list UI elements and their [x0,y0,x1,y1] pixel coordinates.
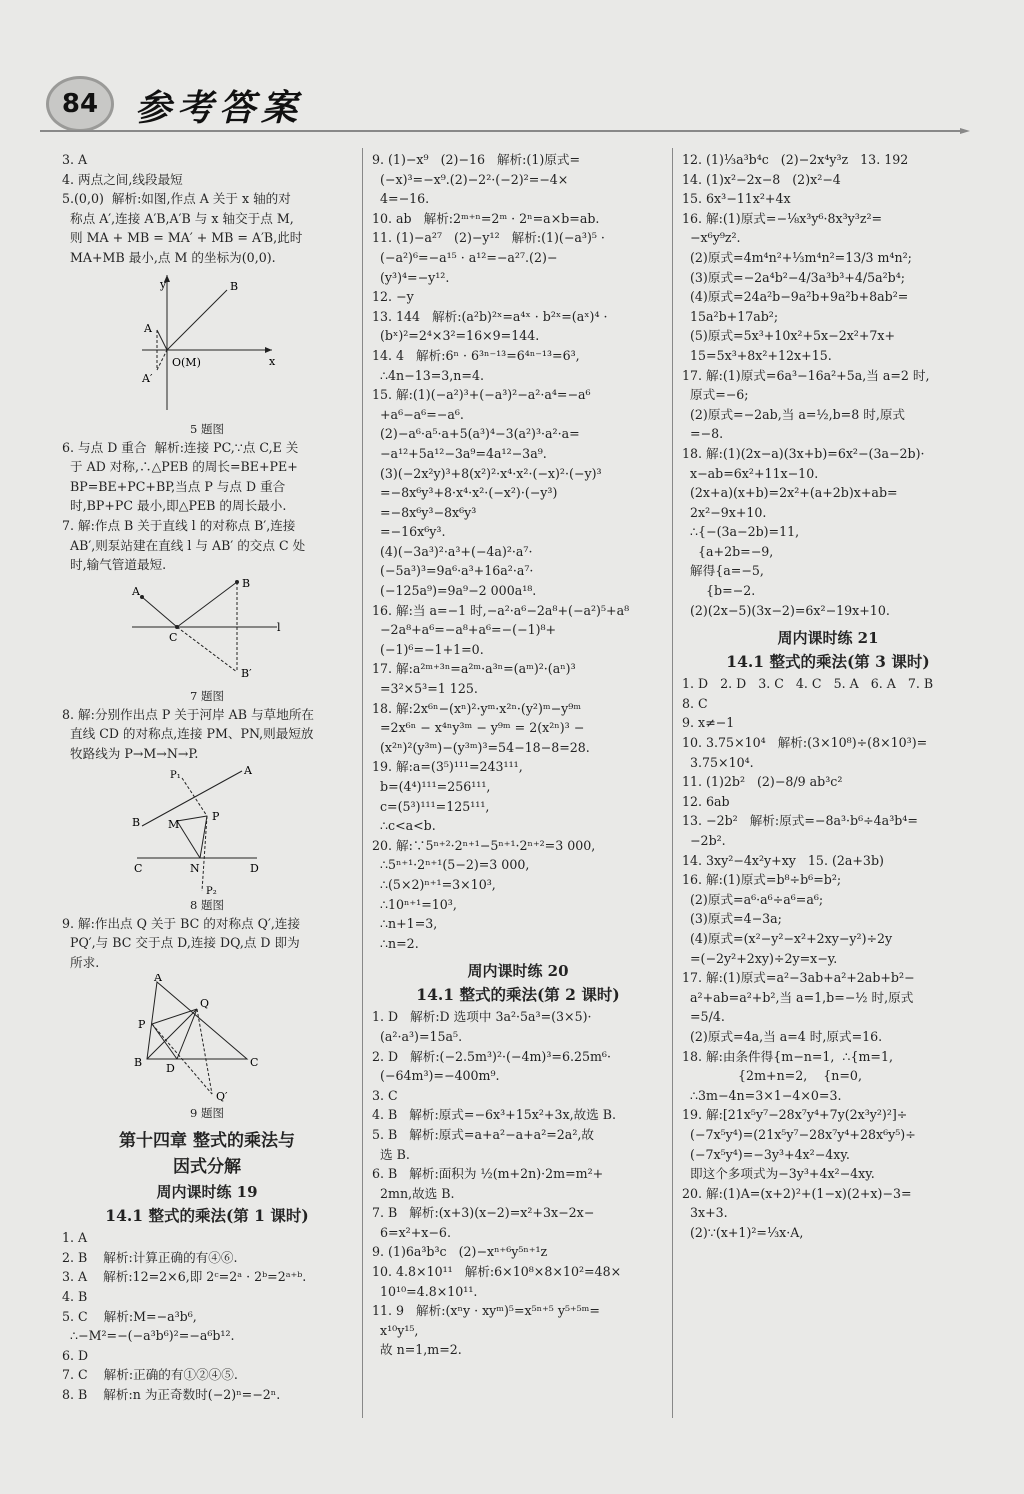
answer-line: {a+2b=−9, [682,543,774,559]
answer-line: −2b². [682,833,726,848]
col1-block-e [62,1228,352,1404]
section-title-21: 周内课时练 21 [777,629,879,648]
answer-line: 10. 3.75×10⁴ 解析:(3×10⁸)÷(8×10³)= [682,735,928,751]
answer-line: (−a²)⁶=−a¹⁵ · a¹²=−a²⁷.(2)− [372,249,558,265]
answer-line: (a²·a³)=15a⁵. [372,1028,463,1044]
answer-line: (2)∵(x+1)²=⅓x·A, [682,1224,804,1240]
column-1 [62,150,352,1405]
answer-line: 12. −y [372,289,414,305]
section-title-20: 周内课时练 20 [467,962,569,981]
fig8-caption: 8 题图 [190,897,224,912]
column-3 [682,150,974,1242]
answer-line: (2)原式=4a,当 a=4 时,原式=16. [682,1028,883,1044]
answer-line: 于 AD 对称,∴△PEB 的周长=BE+PE+ [62,459,298,475]
answer-line: 3. A 解析:12=2×6,即 2ᶜ=2ᵃ · 2ᵇ=2ᵃ⁺ᵇ. [62,1269,307,1285]
answer-line: 2. B 解析:计算正确的有④⑥. [62,1249,238,1265]
col1-block-d [62,914,352,973]
fig8-label-n: N [190,861,200,875]
answer-line: 12. (1)⅓a³b⁴c (2)−2x⁴y³z 13. 192 [682,152,909,167]
fig5-label-a-prime: A′ [142,371,153,385]
answer-line: =5/4. [682,1009,725,1025]
answer-line: (x²ⁿ)²(y³ᵐ)−(y³ᵐ)³=54−18−8=28. [372,739,590,755]
answer-line: 1. D 解析:D 选项中 3a²·5a³=(3×5)· [372,1009,592,1025]
fig9-label-b: B [134,1056,143,1070]
fig9-label-c: C [250,1056,259,1070]
answer-line: 解得{a=−5, [682,563,764,579]
answer-line: 时,BP+PC 最小,即△PEB 的周长最小. [62,498,287,514]
answer-line: 7. C 解析:正确的有①②④⑤. [62,1367,238,1383]
answer-line: ∴c<a<b. [372,818,436,834]
answer-line: 故 n=1,m=2. [372,1342,462,1358]
answer-line: ∴{−(3a−2b)=11, [682,524,800,540]
answer-line: (2)原式=−2ab,当 a=½,b=8 时,原式 [682,406,906,422]
answer-line: 18. 解:由条件得{m−n=1, ∴{m=1, [682,1048,893,1064]
answer-line: 4=−16. [372,191,430,207]
column-divider-2 [672,148,673,1418]
answer-line: (−7x⁵y⁴)=(21x⁵y⁷−28x⁷y⁴+28x⁶y⁵)÷ [682,1126,916,1142]
fig8-label-p: P [212,809,220,823]
answer-line: (4)(−3a³)²·a³+(−4a)²·a⁷· [372,543,533,559]
answer-line: (4)原式=24a²b−9a²b+9a²b+8ab²= [682,289,909,305]
answer-line: ∴10ⁿ⁺¹=10³, [372,896,457,912]
answer-line: 6=x²+x−6. [372,1224,451,1240]
fig8-label-d: D [250,861,259,875]
answer-line: 10. 4.8×10¹¹ 解析:6×10⁸×8×10²=48× [372,1264,622,1280]
answer-line: 20. 解:(1)A=(x+2)²+(1−x)(2+x)−3= [682,1185,912,1201]
answer-line: 3x+3. [682,1205,728,1221]
answer-line: 10¹⁰=4.8×10¹¹. [372,1283,478,1299]
answer-line: (3)原式=−2a⁴b²−4/3a³b³+4/5a²b⁴; [682,269,906,285]
answer-line: 19. 解:[21x⁵y⁷−28x⁷y⁴+7y(2x³y²)²]÷ [682,1107,908,1123]
answer-line: ∴n+1=3, [372,916,438,932]
answer-line: 牧路线为 P→M→N→P. [62,745,199,761]
answer-line: 2. D 解析:(−2.5m³)²·(−4m)³=6.25m⁶· [372,1048,611,1064]
section-subtitle-20: 14.1 整式的乘法(第 2 课时) [416,985,620,1005]
answer-line: 7. B 解析:(x+3)(x−2)=x²+3x−2x− [372,1205,595,1221]
answer-line: 6. D [62,1347,89,1363]
answer-line: 18. 解:(1)(2x−a)(3x+b)=6x²−(3a−2b)· [682,445,925,461]
fig9-label-q-prime: Q′ [216,1090,228,1104]
answer-line: {2m+n=2, {n=0, [682,1068,862,1084]
answer-line: 17. 解:(1)原式=a²−3ab+a²+2ab+b²− [682,970,915,986]
answer-line: 2mn,故选 B. [372,1185,455,1201]
answer-line: (5)原式=5x³+10x²+5x−2x²+7x+ [682,328,896,344]
answer-line: =−8. [682,426,724,442]
col3-block-b [682,674,974,1242]
answer-line: PQ′,与 BC 交于点 D,连接 DQ,点 D 即为 [62,935,300,951]
section-subtitle-21: 14.1 整式的乘法(第 3 课时) [726,652,930,672]
fig5-label-a: A [144,321,152,335]
answer-line: (2)(2x−5)(3x−2)=6x²−19x+10. [682,602,890,618]
fig8-label-a: A [244,765,252,777]
answer-line: 18. 解:2x⁶ⁿ−(xⁿ)²·yᵐ·x²ⁿ·(y²)ᵐ−y⁹ᵐ [372,700,582,716]
answer-line: 4. 两点之间,线段最短 [62,171,183,187]
answer-line: =−8x⁶y³−8x⁶y³ [372,504,477,520]
answer-line: 15a²b+17ab²; [682,308,779,324]
answer-line: 11. (1)2b² (2)−8/9 ab³c² [682,774,843,790]
answer-line: 5. B 解析:原式=a+a²−a+a²=2a²,故 [372,1126,594,1142]
fig8-label-p1: P₁ [170,769,181,781]
answer-line: 10. ab 解析:2ᵐ⁺ⁿ=2ᵐ · 2ⁿ=a×b=ab. [372,210,600,226]
answer-line: ∴4n−13=3,n=4. [372,367,484,383]
answer-line: ∴(5×2)ⁿ⁺¹=3×10³, [372,876,496,892]
answer-line: 20. 解:∵5ⁿ⁺²·2ⁿ⁺¹−5ⁿ⁺¹·2ⁿ⁺²=3 000, [372,837,596,853]
answer-line: =−16x⁶y³. [372,524,446,540]
answer-line: 6. 与点 D 重合 解析:连接 PC,∵点 C,E 关 [62,439,299,455]
figure-9 [132,974,282,1104]
fig7-caption: 7 题图 [190,688,224,703]
answer-line: AB′,则泵站建在直线 l 与 AB′ 的交点 C 处 [62,537,306,553]
answer-line: (−1)⁶=−1+1=0. [372,641,484,657]
answer-line: −2a⁸+a⁶=−a⁸+a⁶=−(−1)⁸+ [372,622,557,638]
answer-line: −x⁶y⁹z². [682,230,741,246]
answer-line: 16. 解:(1)原式=b⁸÷b⁶=b²; [682,872,842,888]
answer-line: =(−2y²+2xy)÷2y=x−y. [682,950,838,966]
header-title: 参考答案 [135,88,304,129]
fig7-label-c: C [169,630,178,644]
answer-line: 11. 9 解析:(xⁿy · xyᵐ)⁵=x⁵ⁿ⁺⁵ y⁵⁺⁵ᵐ= [372,1303,600,1319]
answer-line: 9. (1)−x⁹ (2)−16 解析:(1)原式= [372,152,581,167]
answer-line: =2x⁶ⁿ − x⁴ⁿy³ᵐ − y⁹ᵐ = 2(x²ⁿ)³ − [372,720,585,736]
answer-line: (3)原式=4−3a; [682,911,782,927]
answer-line: 13. −2b² 解析:原式=−8a³·b⁶÷4a³b⁴= [682,813,918,829]
answer-line: +a⁶−a⁶=−a⁶. [372,406,464,422]
col3-block-a [682,150,974,620]
answer-line: 13. 144 解析:(a²b)²ˣ=a⁴ˣ · b²ˣ=(aˣ)⁴ · [372,308,608,324]
col2-block-a [372,150,664,953]
answer-line: 15. 6x³−11x²+4x [682,191,791,207]
answer-line: 原式=−6; [682,387,749,403]
answer-line: 19. 解:a=(3⁵)¹¹¹=243¹¹¹, [372,759,523,775]
answer-line: 16. 解:(1)原式=−⅛x³y⁶·8x³y³z²= [682,210,883,226]
answer-line: 5. C 解析:M=−a³b⁶, [62,1308,197,1324]
answer-line: (2)原式=4m⁴n²+⅓m⁴n²=13/3 m⁴n²; [682,249,912,265]
answer-line: (3)(−2x²y)³+8(x²)²·x⁴·x²·(−x)²·(−y)³ [372,465,602,481]
col2-block-b [372,1007,664,1360]
answer-line: a²+ab=a²+b²,当 a=1,b=−½ 时,原式 [682,989,914,1005]
answer-line: 3. A [62,152,88,167]
fig5-label-y: y [160,277,167,291]
answer-line: b=(4⁴)¹¹¹=256¹¹¹, [372,779,491,794]
answer-line: 选 B. [372,1146,410,1162]
answer-line: 8. C [682,695,708,711]
answer-line: (−x)³=−x⁹.(2)−2²·(−2)²=−4× [372,171,569,187]
answer-line: =−8x⁶y³+8·x⁴·x²·(−x²)·(−y³) [372,485,558,501]
answer-line: ∴3m−4n=3×1−4×0=3. [682,1087,842,1103]
answer-line: 14. 3xy²−4x²y+xy 15. (2a+3b) [682,852,884,868]
answer-line: ∴5ⁿ⁺¹·2ⁿ⁺¹(5−2)=3 000, [372,857,530,873]
answer-line: ∴−M²=−(−a³b⁶)²=−a⁶b¹². [62,1328,235,1344]
answer-line: 称点 A′,连接 A′B,A′B 与 x 轴交于点 M, [62,210,294,226]
answer-line: MA+MB 最小,点 M 的坐标为(0,0). [62,249,276,265]
fig9-label-p: P [138,1018,146,1032]
fig9-caption: 9 题图 [190,1106,224,1121]
answer-line: (y³)⁴=−y¹². [372,269,450,285]
fig9-label-a: A [154,974,162,985]
header-rule [40,128,970,134]
fig5-label-b: B [230,279,239,293]
col1-block-a [62,150,352,268]
answer-line: (bˣ)²=2⁴×3²=16×9=144. [372,328,540,344]
fig8-label-m: M [168,817,180,831]
answer-line: 9. x≠−1 [682,715,735,731]
answer-line: 3. C [372,1087,398,1103]
answer-line: (2)−a⁶·a⁵·a+5(a³)⁴−3(a²)³·a²·a= [372,426,580,442]
fig9-label-q: Q [200,997,210,1011]
answer-line: 8. 解:分别作出点 P 关于河岸 AB 与草地所在 [62,706,315,722]
answer-line: {b=−2. [682,583,756,599]
column-divider-1 [362,148,363,1418]
answer-line: (4)原式=(x²−y²−x²+2xy−y²)÷2y [682,930,893,946]
answer-line: x−ab=6x²+11x−10. [682,465,819,481]
answer-line: 8. B 解析:n 为正奇数时(−2)ⁿ=−2ⁿ. [62,1387,281,1403]
answer-line: (2x+a)(x+b)=2x²+(a+2b)x+ab= [682,485,898,501]
answer-line: 则 MA + MB = MA′ + MB = A′B,此时 [62,230,303,246]
fig8-label-p2: P₂ [206,885,217,896]
section-subtitle-19: 14.1 整式的乘法(第 1 课时) [105,1206,309,1226]
fig8-label-b: B [132,815,141,829]
figure-8 [132,766,282,896]
answer-line: (2)原式=a⁶·a⁶÷a⁶=a⁶; [682,891,824,907]
answer-line: 16. 解:当 a=−1 时,−a²·a⁶−2a⁸+(−a²)⁵+a⁸ [372,602,630,618]
answer-line: 9. 解:作出点 Q 关于 BC 的对称点 Q′,连接 [62,915,301,931]
page-header [0,0,1024,150]
fig7-label-a: A [132,584,140,598]
answer-line: 15. 解:(1)(−a²)³+(−a³)²−a²·a⁴=−a⁶ [372,387,591,403]
answer-line: (−7x⁵y⁴)=−3y³+4x²−4xy. [682,1146,850,1162]
answer-line: 17. 解:(1)原式=6a³−16a²+5a,当 a=2 时, [682,367,930,383]
answer-line: 1. A [62,1230,88,1246]
col1-block-b [62,438,352,575]
fig9-label-d: D [166,1062,175,1076]
answer-line: 17. 解:a²ᵐ⁺³ⁿ=a²ᵐ·a³ⁿ=(aᵐ)²·(aⁿ)³ [372,661,576,677]
answer-line: 12. 6ab [682,793,730,809]
chapter-title-line1: 第十四章 整式的乘法与 [119,1131,295,1152]
answer-line: 9. (1)6a³b³c (2)−xⁿ⁺⁶y⁵ⁿ⁺¹z [372,1244,548,1260]
figure-5 [132,270,282,420]
answer-line: −a¹²+5a¹²−3a⁹=4a¹²−3a⁹. [372,445,547,461]
fig5-label-x: x [269,354,276,368]
answer-line: 即这个多项式为−3y³+4x²−4xy. [682,1166,875,1182]
answer-line: (−125a⁹)=9a⁹−2 000a¹⁸. [372,583,537,599]
answer-line: 5.(0,0) 解析:如图,作点 A 关于 x 轴的对 [62,191,291,207]
answer-line: x¹⁰y¹⁵, [372,1322,419,1338]
answer-line: (−64m³)=−400m⁹. [372,1068,500,1084]
answer-line: 1. D 2. D 3. C 4. C 5. A 6. A 7. B [682,676,934,692]
answer-line: 11. (1)−a²⁷ (2)−y¹² 解析:(1)(−a³)⁵ · [372,230,605,246]
answer-line: 3.75×10⁴. [682,754,754,770]
page-number: 84 [46,76,114,132]
answer-line: 4. B [62,1289,88,1305]
fig5-label-origin: O(M) [172,355,201,369]
answer-line: 15=5x³+8x²+12x+15. [682,347,832,363]
col1-block-c [62,705,352,764]
fig8-label-c: C [134,861,143,875]
answer-line: ∴n=2. [372,935,419,951]
answer-line: 2x²−9x+10. [682,504,767,520]
answer-line: 14. (1)x²−2x−8 (2)x²−4 [682,171,841,187]
answer-line: BP=BE+PC+BP,当点 P 与点 D 重合 [62,478,286,494]
section-title-19: 周内课时练 19 [156,1183,258,1202]
answer-line: 所求. [62,954,100,970]
figure-7 [127,577,287,687]
answer-line: =3²×5³=1 125. [372,681,478,697]
answer-line: (−5a³)³=9a⁶·a³+16a²·a⁷· [372,563,534,579]
answer-line: 14. 4 解析:6ⁿ · 6³ⁿ⁻¹³=6⁴ⁿ⁻¹³=6³, [372,347,580,363]
answer-line: 时,输气管道最短. [62,557,167,573]
column-2 [372,150,664,1360]
fig7-label-b: B [242,576,251,590]
answer-line: 4. B 解析:原式=−6x³+15x²+3x,故选 B. [372,1107,617,1123]
fig7-label-l: l [277,620,281,634]
chapter-title-line2: 因式分解 [173,1157,241,1178]
answer-line: c=(5³)¹¹¹=125¹¹¹, [372,798,490,814]
fig7-label-b-prime: B′ [241,666,252,680]
answer-line: 7. 解:作点 B 关于直线 l 的对称点 B′,连接 [62,517,296,533]
answer-line: 直线 CD 的对称点,连接 PM、PN,则最短放 [62,726,314,742]
answer-line: 6. B 解析:面积为 ½(m+2n)·2m=m²+ [372,1166,604,1182]
fig5-caption: 5 题图 [190,421,224,436]
